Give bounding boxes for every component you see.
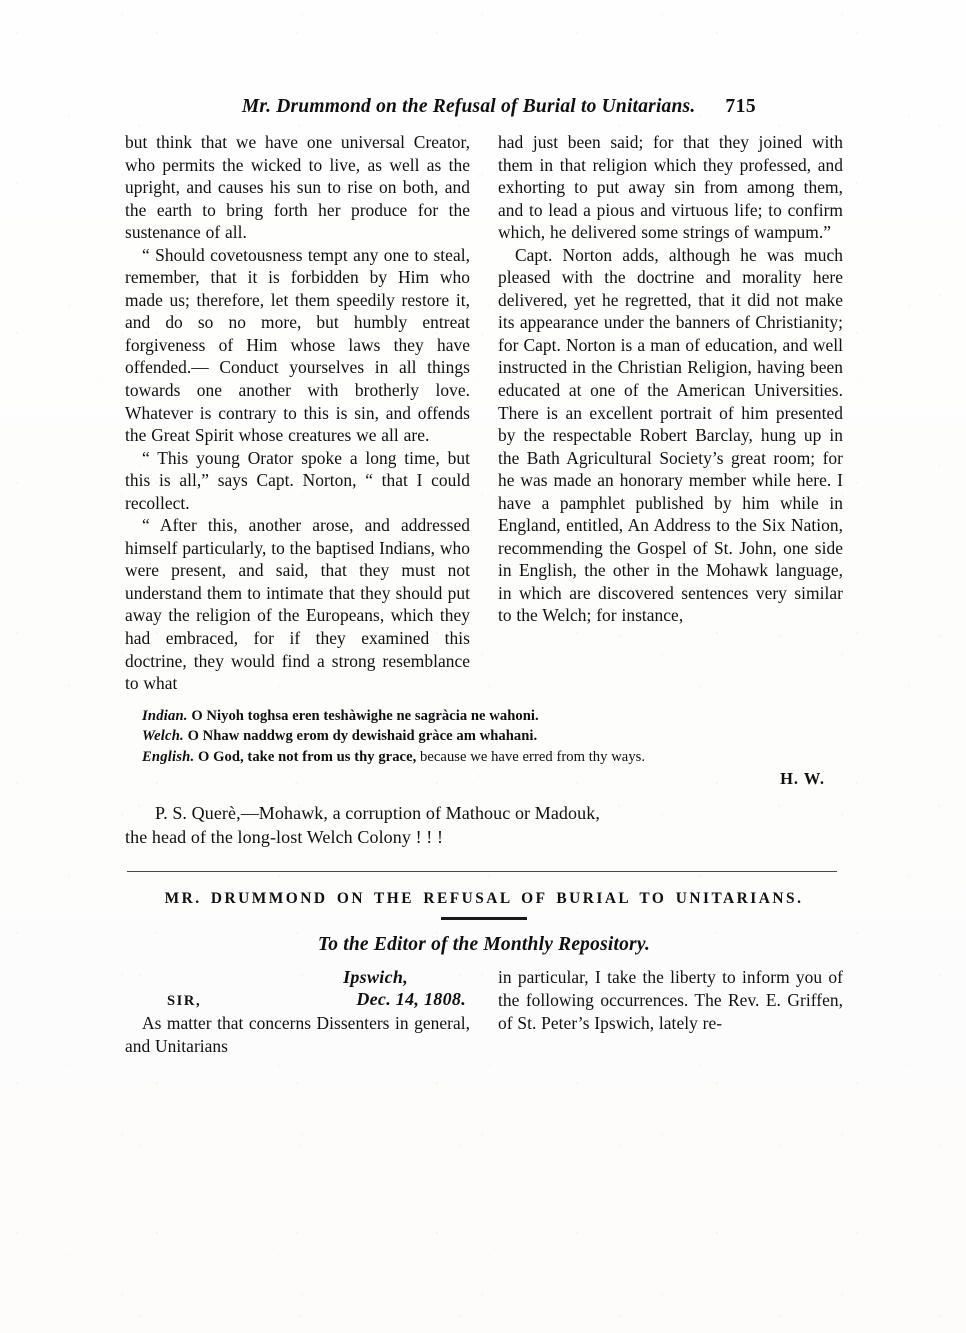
language-line-english (142, 747, 843, 768)
paragraph: but think that we have one universal Creator, who permits the wicked to live, as well as the upright, and causes his sun to rise on both, and the earth to bring forth her produce for the sustenance of all. (125, 132, 470, 243)
paragraph: had just been said; for that they joined with them in that religion which they professed, and exhorting to put away sin from among them, and to lead a pious and virtuous life; to confirm which, he delivered some strings of wampum.” (498, 132, 843, 243)
language-label: Welch. (142, 728, 184, 745)
paragraph: “ Should covetousness tempt any one to steal, remember, that it is forbidden by Him who made us; therefore, let them speedily restore it, and do so no more, but humbly entreat forgiveness of Him whose laws they have offended.— Conduct yourselves in all things towards one another with brotherly love. Whatever is contrary to this is sin, and offends the Great Spirit whose creatures we all are. (125, 244, 470, 446)
postscript-line-1: P. S. Querè,—Mohawk, a corruption of Mathouc or Madouk, (155, 803, 600, 824)
postscript (125, 801, 843, 849)
paragraph: Capt. Norton adds, although he was much pleased with the doctrine and morality here delivered, yet he regretted, that it did not make its appearance under the banners of Christianity; for Capt. Norton is a man of education, and well instructed in the Christian Religion, having been educated at one of the American Universities. There is an excellent portrait of him presented by the respectable Robert Barclay, hung up in the Bath Agricultural Society’s great room; for he was made an honorary member while here. I have a pamphlet published by him while in England, entitled, An Address to the Six Nation, recommending the Gospel of St. John, one side in English, the other in the Mohawk language, in which are discovered sentences very similar to the Welch; for instance, (498, 244, 843, 626)
author-signature: H. W. (780, 769, 825, 789)
two-column-body (125, 131, 843, 695)
salutation: SIR, (167, 993, 202, 1010)
dateline-date: Dec. 14, 1808. (356, 989, 466, 1010)
article-addressee: To the Editor of the Monthly Repository. (317, 934, 651, 956)
language-line-welch (142, 726, 843, 747)
page-content (125, 96, 843, 1058)
section-divider-rule (127, 871, 837, 872)
language-text-bold: O God, take not from us thy grace, (198, 748, 417, 765)
language-label: Indian. (142, 707, 188, 724)
language-text: O Nhaw naddwg erom dy dewishaid gràce am whahani. (187, 728, 538, 745)
language-line-indian (142, 706, 843, 727)
language-text: O Niyoh toghsa eren teshàwighe ne sagràcia ne wahoni. (191, 707, 539, 724)
language-specimen-block (125, 706, 843, 768)
heading-underline-rule (441, 917, 527, 920)
paragraph: As matter that concerns Dissenters in general, and Unitarians (125, 1013, 470, 1056)
paragraph: “ This young Orator spoke a long time, but this is all,” says Capt. Norton, “ that I could recollect. (125, 447, 470, 513)
running-head-title: Mr. Drummond on the Refusal of Burial to Unitarians. (241, 96, 696, 117)
article-heading: MR. DRUMMOND ON THE REFUSAL OF BURIAL TO UNITARIANS. (164, 890, 804, 908)
dateline-block (125, 966, 470, 1058)
page-number: 715 (725, 96, 757, 117)
left-column (125, 131, 470, 695)
right-column (498, 131, 843, 627)
postscript-line-2: the head of the long-lost Welch Colony ! ! ! (125, 827, 444, 848)
letter-left-column (125, 1012, 470, 1058)
letter-right-column (498, 966, 843, 1034)
running-head (125, 96, 843, 118)
letter-opening (125, 966, 843, 1058)
paragraph: in particular, I take the liberty to inform you of the following occurrences. The Rev. E. Griffen, of St. Peter’s Ipswich, lately re- (498, 967, 843, 1033)
dateline-place: Ipswich, (343, 967, 408, 988)
paragraph: “ After this, another arose, and addressed himself particularly, to the baptised Indians, who were present, and said, that they must not understand them to intimate that they should put away the religion of the Europeans, which they had embraced, for if they examined this doctrine, they would find a strong resemblance to what (125, 515, 470, 694)
language-text-plain: because we have erred from thy ways. (416, 748, 646, 765)
language-label: English. (142, 748, 195, 765)
dateline-row (125, 988, 470, 1012)
